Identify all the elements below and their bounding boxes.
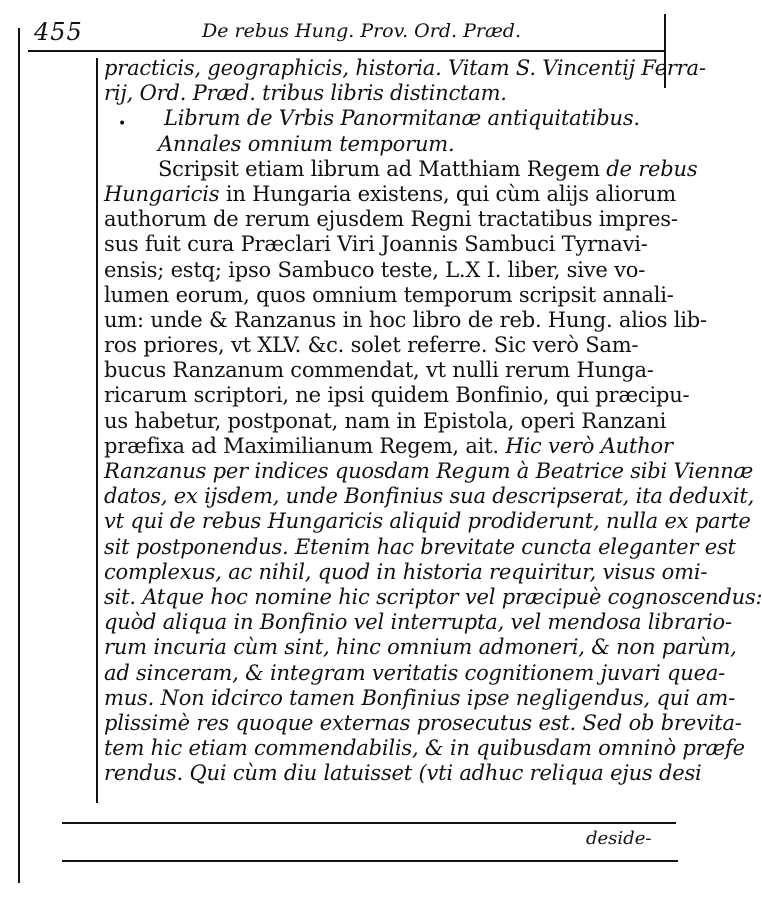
text-line [104, 408, 667, 434]
text-line [104, 307, 707, 333]
text-line-main: ros priores, vt XLV. &c. solet referre. Sic verò Sam- [104, 333, 639, 358]
text-line-main: ensis; estq; ipso Sambuco teste, L.X I. liber, sive vo- [104, 257, 646, 282]
text-line [104, 685, 735, 711]
text-line-main: tem hic etiam commendabilis, & in quibusdam omninò præfe [104, 736, 745, 761]
page-header [28, 14, 664, 50]
text-line [104, 509, 751, 534]
bullet-mark: • [118, 116, 127, 132]
text-line [104, 207, 678, 232]
text-line-main: mus. Non idcirco tamen Bonfinius ipse negligendus, qui am- [104, 685, 735, 710]
text-line [104, 333, 664, 358]
text-line-main: authorum de rerum ejusdem Regni tractatibus impres- [104, 207, 678, 232]
text-line-main: vt qui de rebus Hungaricis aliquid prodiderunt, nulla ex parte [104, 509, 751, 534]
text-line-rest: in Hungaria existens, qui cùm alijs aliorum [219, 181, 676, 206]
body-text [104, 56, 762, 786]
text-line-italic: Hungaricis [104, 181, 220, 206]
text-line [104, 282, 674, 308]
text-line-main: sit postponendus. Etenim hac brevitate cuncta eleganter est [104, 534, 736, 559]
footer-rule-lower [62, 860, 678, 862]
text-line-italic: de rebus [606, 156, 698, 181]
text-line [104, 761, 702, 786]
text-line [104, 132, 664, 157]
text-line [104, 559, 708, 585]
text-line-main: rendus. Qui cùm diu latuisset (vti adhuc reliqua ejus desi [104, 761, 702, 786]
text-line-main: Librum de Vrbis Panormitanæ antiquitatibus. [164, 106, 640, 131]
text-line [104, 56, 706, 81]
text-line [104, 660, 726, 686]
text-line-main: quòd aliqua in Bonfinio vel interrupta, vel mendosa librario- [104, 610, 732, 635]
footer-rule-upper [62, 822, 676, 824]
text-line [104, 635, 737, 660]
text-line [104, 232, 664, 257]
text-line-main: sit. Atque hoc nomine hic scriptor vel præcipuè cognoscendus: [104, 584, 762, 609]
text-line-main: us habetur, postponat, nam in Epistola, operi Ranzani [104, 408, 667, 433]
running-head: De rebus Hung. Prov. Ord. Præd. [202, 20, 522, 42]
header-rule [28, 50, 664, 52]
text-line-main: datos, ex ijsdem, unde Bonfinius sua descripserat, ita deduxit, [104, 484, 755, 509]
left-border-inner [96, 58, 98, 803]
text-line [104, 710, 742, 736]
text-line-main: um: unde & Ranzanus in hoc libro de reb. Hung. alios lib- [104, 307, 707, 332]
page-number: 455 [34, 18, 83, 46]
text-line-main: rij, Ord. Præd. tribus libris distinctam. [104, 81, 507, 106]
catchword: deside- [586, 828, 652, 849]
text-line [104, 181, 676, 207]
text-line [104, 459, 754, 484]
text-line-main: sus fuit cura Præclari Viri Joannis Sambuci Tyrnavi- [104, 232, 648, 257]
text-line-main: complexus, ac nihil, quod in historia requiritur, visus omi- [104, 559, 708, 584]
text-line-main: practicis, geographicis, historia. Vitam S. Vincentij Ferra- [104, 56, 706, 80]
text-line [104, 736, 745, 761]
text-line-main: ad sinceram, & integram veritatis cognitionem juvari quea- [104, 660, 726, 685]
text-line [104, 534, 736, 560]
left-border-outer [18, 28, 20, 883]
text-line-main: plissimè res quoque externas prosecutus est. Sed ob brevita- [104, 710, 742, 735]
text-line-main: præfixa ad Maximilianum Regem, ait. [104, 433, 506, 458]
text-line [104, 106, 664, 131]
text-line-main: ricarum scriptori, ne ipsi quidem Bonfinio, qui præcipu- [104, 383, 690, 408]
text-line-main: Annales omnium temporum. [158, 131, 455, 156]
text-line-main: Ranzanus per indices quosdam Regum à Beatrice sibi Viennæ [104, 459, 754, 483]
text-line-main: bucus Ranzanum commendat, vt nulli rerum Hunga- [104, 358, 654, 383]
text-line-main: Scripsit etiam librum ad Matthiam Regem [158, 156, 607, 181]
text-line [104, 156, 698, 182]
text-line [104, 383, 690, 408]
text-line [104, 584, 762, 610]
text-line-italic: Hic verò Author [505, 433, 673, 458]
text-line-main: rum incuria cùm sint, hinc omnium admoneri, & non parùm, [104, 635, 737, 660]
text-line-main: lumen eorum, quos omnium temporum scripsit annali- [104, 282, 674, 307]
text-line [104, 81, 664, 106]
text-line [104, 610, 732, 635]
text-line [104, 433, 673, 459]
text-line [104, 484, 755, 509]
text-line [104, 358, 664, 383]
text-line [104, 258, 664, 283]
